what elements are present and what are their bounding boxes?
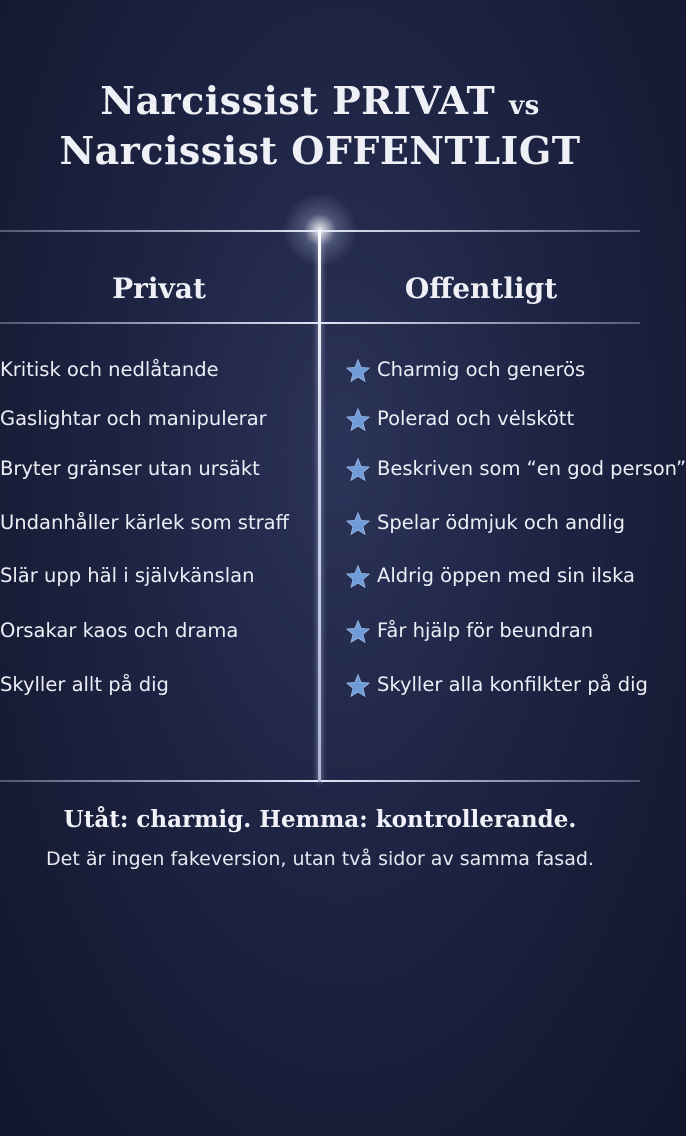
title-vs: vs <box>508 91 540 121</box>
star-icon <box>345 457 371 483</box>
center-divider <box>318 230 321 782</box>
left-item-2: Gaslightar och manipulerar <box>0 407 267 430</box>
left-item-7: Skyller allt på dig <box>0 673 169 696</box>
left-item-5: Slär upp häl i självkänslan <box>0 564 255 587</box>
left-item-1: Kritisk och nedlåtande <box>0 358 219 381</box>
footer-tagline: Utåt: charmig. Hemma: kontrollerande. <box>63 806 577 833</box>
footer-subtext: Det är ingen fakeversion, utan två sidor av samma fasad. <box>46 848 594 870</box>
title-line-2: Narcissist OFFENTLIGT <box>59 128 581 173</box>
right-item-7: Skyller alla konfilkter på dig <box>377 673 648 696</box>
column-header-privat: Privat <box>112 272 206 305</box>
star-icon <box>345 564 371 590</box>
right-item-2: Polerad och vėlskött <box>377 407 575 430</box>
title-main: Narcissist PRIVAT <box>100 78 496 123</box>
title-line-1 <box>0 78 640 123</box>
left-item-6: Orsakar kaos och drama <box>0 619 239 642</box>
right-item-1: Charmig och generös <box>377 358 586 381</box>
right-item-3: Beskriven som “en god person” <box>377 457 686 480</box>
star-icon <box>345 511 371 537</box>
right-item-6: Får hjälp för beundran <box>377 619 594 642</box>
star-icon <box>345 358 371 384</box>
left-item-3: Bryter gränser utan ursäkt <box>0 457 260 480</box>
right-item-5: Aldrig öppen med sin ilska <box>377 564 635 587</box>
left-item-4: Undanhåller kärlek som straff <box>0 511 289 534</box>
star-icon <box>345 619 371 645</box>
column-header-offentligt: Offentligt <box>404 272 558 305</box>
right-item-4: Spelar ödmjuk och andlig <box>377 511 626 534</box>
star-icon <box>345 407 371 433</box>
star-icon <box>345 673 371 699</box>
